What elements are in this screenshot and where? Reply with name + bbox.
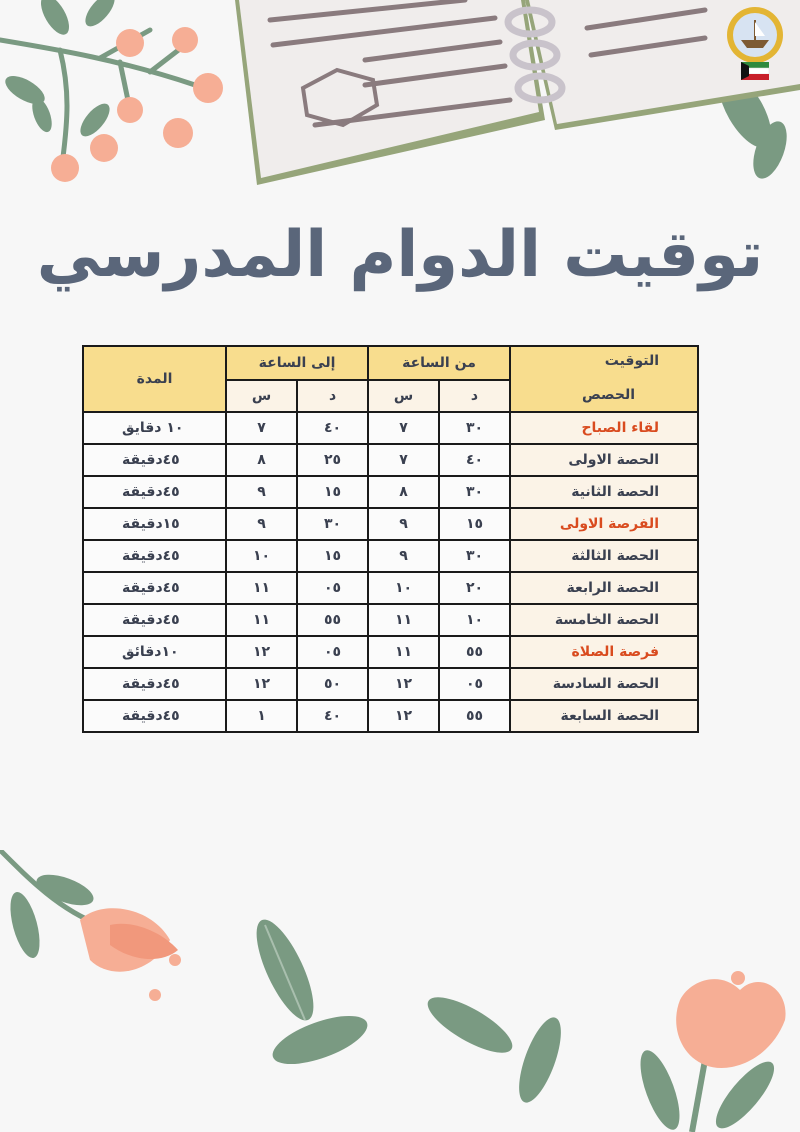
table-row [83,540,698,572]
to-time-header: إلى الساعة [226,346,368,380]
from-min-cell: ٣٠ [439,540,510,572]
tulip-flower-icon [620,960,800,1132]
hisas-label: الحصص [581,387,635,403]
to-min-cell: ١٥ [297,476,368,508]
period-cell: الفرصة الاولى [510,508,698,540]
period-cell: فرصة الصلاة [510,636,698,668]
from-hour-cell: ١٠ [368,572,439,604]
duration-cell: ٤٥دقيقة [83,668,226,700]
from-min-cell: ٤٠ [439,444,510,476]
to-hour-cell: ٩ [226,476,297,508]
table-row [83,444,698,476]
from-min-cell: ٠٥ [439,668,510,700]
duration-cell: ٤٥دقيقة [83,572,226,604]
duration-cell: ٤٥دقيقة [83,444,226,476]
from-hour-cell: ٧ [368,444,439,476]
from-hour-cell: ٧ [368,412,439,444]
table-row [83,604,698,636]
table-row [83,700,698,732]
period-cell: الحصة السادسة [510,668,698,700]
to-min-cell: ٤٠ [297,700,368,732]
to-min-cell: ٤٠ [297,412,368,444]
to-hour-cell: ٨ [226,444,297,476]
table-row [83,508,698,540]
duration-cell: ٤٥دقيقة [83,700,226,732]
notebook-illustration [225,0,800,200]
from-min-cell: ٣٠ [439,412,510,444]
to-min-cell: ٥٠ [297,668,368,700]
to-hour-cell: ٧ [226,412,297,444]
from-hour-cell: ١٢ [368,700,439,732]
to-min-cell: ٢٥ [297,444,368,476]
table-row [83,636,698,668]
duration-cell: ٤٥دقيقة [83,476,226,508]
to-hour-cell: ١ [226,700,297,732]
to-hour-cell: ١١ [226,604,297,636]
period-cell: لقاء الصباح [510,412,698,444]
from-min-cell: ٥٥ [439,636,510,668]
tulip-flower-icon [0,850,200,1010]
from-hour-cell: ٩ [368,540,439,572]
from-hour-cell: ١١ [368,604,439,636]
to-hour-header: س [226,380,297,412]
from-time-header: من الساعة [368,346,510,380]
to-min-cell: ٣٠ [297,508,368,540]
to-hour-cell: ٩ [226,508,297,540]
from-hour-cell: ١١ [368,636,439,668]
to-hour-cell: ١٢ [226,636,297,668]
duration-cell: ١٥دقيقة [83,508,226,540]
period-cell: الحصة الثالثة [510,540,698,572]
from-hour-cell: ١٢ [368,668,439,700]
duration-cell: ١٠ دقايق [83,412,226,444]
to-min-cell: ٥٥ [297,604,368,636]
schedule-table [82,345,699,733]
to-min-cell: ٠٥ [297,572,368,604]
from-min-cell: ٢٠ [439,572,510,604]
branch-berries-icon [0,0,230,200]
page-title: توقيت الدوام المدرسي [36,218,764,292]
period-cell: الحصة الخامسة [510,604,698,636]
to-min-cell: ١٥ [297,540,368,572]
duration-header: المدة [83,346,226,412]
table-row [83,412,698,444]
period-cell: الحصة السابعة [510,700,698,732]
leaf-icon [250,915,580,1105]
from-min-header: د [439,380,510,412]
from-hour-header: س [368,380,439,412]
from-min-cell: ١٥ [439,508,510,540]
period-cell: الحصة الثانية [510,476,698,508]
to-hour-cell: ١٠ [226,540,297,572]
tauqit-label: التوقيت [604,353,659,369]
to-min-cell: ٠٥ [297,636,368,668]
from-min-cell: ١٠ [439,604,510,636]
from-min-cell: ٥٥ [439,700,510,732]
duration-cell: ١٠دقائق [83,636,226,668]
duration-cell: ٤٥دقيقة [83,604,226,636]
table-row [83,572,698,604]
from-min-cell: ٣٠ [439,476,510,508]
to-min-header: د [297,380,368,412]
to-hour-cell: ١١ [226,572,297,604]
to-hour-cell: ١٢ [226,668,297,700]
tauqit-header [510,346,698,412]
table-row [83,668,698,700]
period-cell: الحصة الاولى [510,444,698,476]
duration-cell: ٤٥دقيقة [83,540,226,572]
from-hour-cell: ٩ [368,508,439,540]
period-cell: الحصة الرابعة [510,572,698,604]
from-hour-cell: ٨ [368,476,439,508]
table-row [83,476,698,508]
